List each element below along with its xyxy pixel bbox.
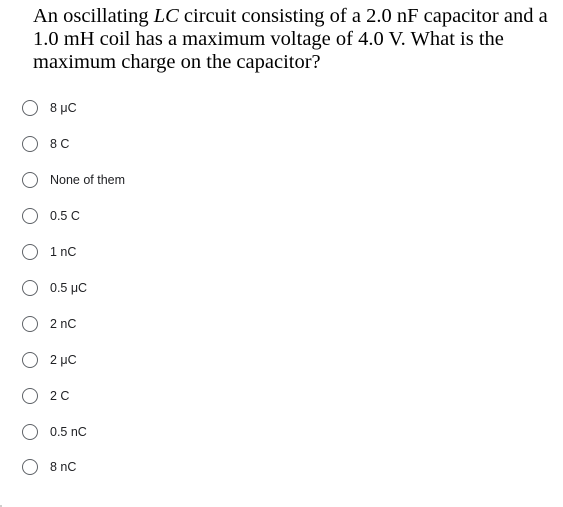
answer-option[interactable] (22, 97, 77, 119)
radio-button[interactable] (22, 136, 38, 152)
answer-option[interactable] (22, 205, 80, 227)
answer-option-label: 8 μC (50, 101, 77, 115)
radio-button[interactable] (22, 100, 38, 116)
answer-option-label: 2 nC (50, 317, 77, 331)
answer-option[interactable] (22, 385, 69, 407)
question-text-part-2: circuit consisting of a 2.0 nF capacitor and a 1.0 mH coil has a maximum voltage of 4.0 V. What is the maximum charge on the capacitor? (33, 5, 548, 73)
answer-option-label: 1 nC (50, 245, 77, 259)
answer-option[interactable] (22, 349, 77, 371)
answer-option[interactable] (22, 133, 69, 155)
answer-option-label: None of them (50, 173, 126, 187)
answer-option[interactable] (22, 241, 76, 263)
answer-option[interactable] (22, 313, 76, 335)
answer-option[interactable] (22, 421, 87, 443)
radio-button[interactable] (22, 244, 38, 260)
radio-button[interactable] (22, 172, 38, 188)
radio-button[interactable] (22, 459, 38, 475)
answer-option-label: 2 C (50, 389, 70, 403)
question-text-part-1: An oscillating (33, 5, 154, 27)
radio-button[interactable] (22, 280, 38, 296)
answer-option-label: 8 nC (50, 460, 77, 474)
radio-button[interactable] (22, 424, 38, 440)
answer-option[interactable] (22, 169, 125, 191)
radio-button[interactable] (22, 388, 38, 404)
answer-option-label: 0.5 C (50, 209, 80, 223)
answer-option-label: 0.5 μC (50, 281, 88, 295)
answer-option[interactable] (22, 277, 87, 299)
answer-option-label: 2 μC (50, 353, 77, 367)
radio-button[interactable] (22, 316, 38, 332)
radio-button[interactable] (22, 208, 38, 224)
radio-button[interactable] (22, 352, 38, 368)
question-text-italic: LC (153, 5, 179, 27)
answer-option[interactable] (22, 456, 76, 478)
answer-option-label: 8 C (50, 137, 70, 151)
answer-option-label: 0.5 nC (50, 425, 87, 439)
